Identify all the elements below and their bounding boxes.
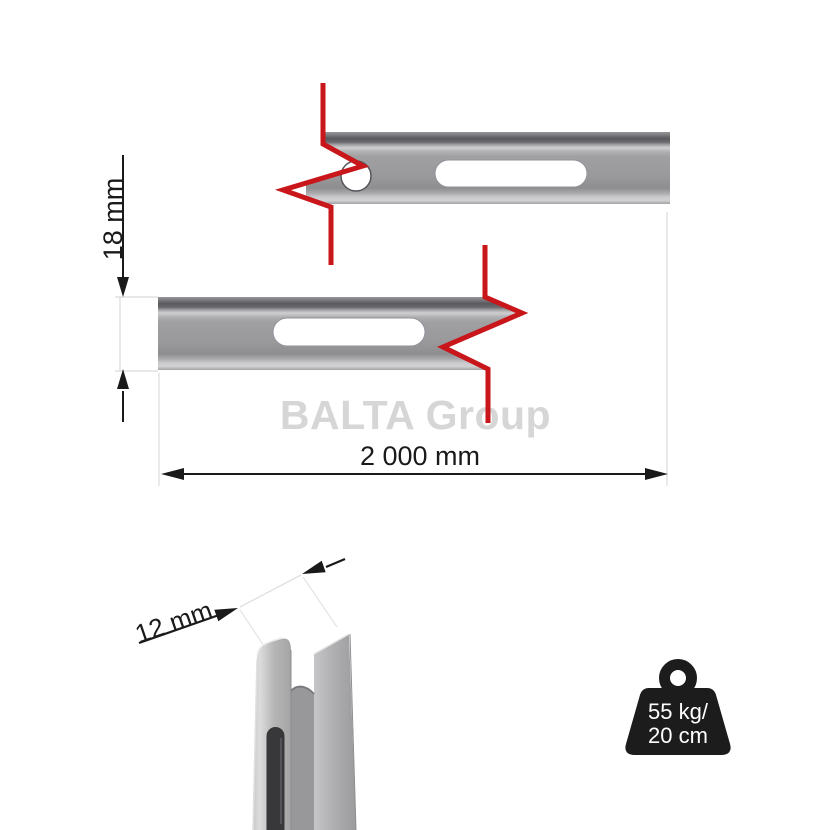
top-rail-slot bbox=[435, 160, 587, 187]
dimension-label-profile-depth: 12 mm bbox=[131, 594, 217, 650]
upright-profile bbox=[253, 634, 356, 830]
bottom-rail-slot bbox=[273, 318, 425, 346]
top-rail bbox=[240, 120, 670, 215]
upright-interior bbox=[290, 687, 314, 830]
arrowhead-left bbox=[161, 468, 184, 480]
load-capacity-line1: 55 kg/ bbox=[648, 699, 708, 724]
dimension-label-rail-length: 2 000 mm bbox=[359, 441, 481, 471]
arrowhead-up bbox=[117, 369, 129, 389]
arrowhead-down bbox=[117, 277, 129, 297]
arrowhead-right bbox=[645, 468, 668, 480]
weight-handle bbox=[665, 665, 692, 692]
upright-back-wall bbox=[314, 634, 356, 830]
arrowhead-downleft bbox=[302, 561, 326, 574]
dimension-label-rail-height: 18 mm bbox=[98, 177, 128, 261]
bottom-rail bbox=[158, 290, 545, 376]
load-capacity-line2: 20 cm bbox=[648, 723, 708, 748]
watermark: BALTA Group bbox=[279, 392, 552, 438]
